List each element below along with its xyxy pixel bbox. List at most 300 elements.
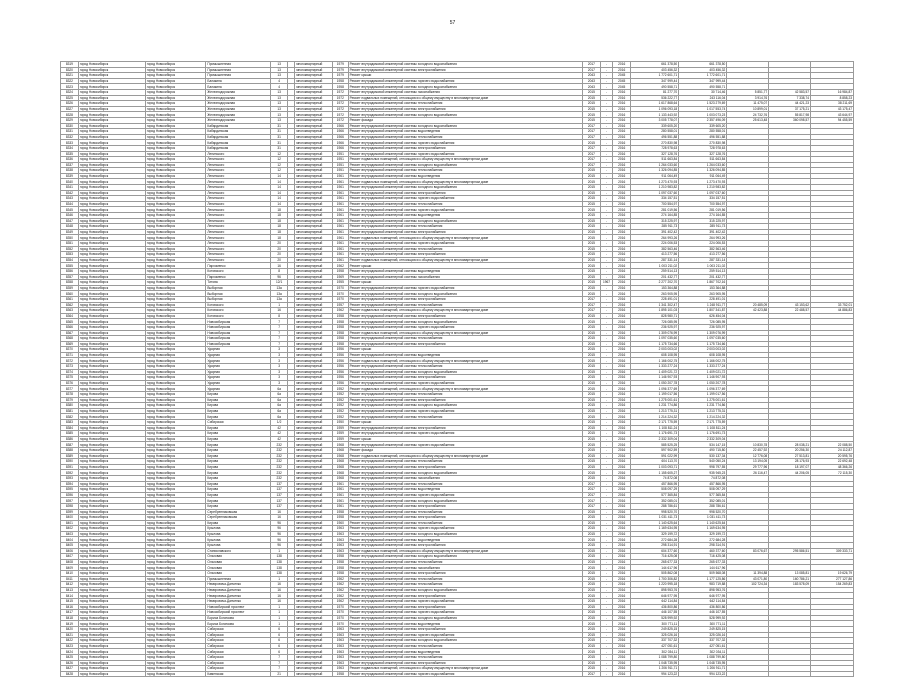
- cell-house-number: 3: [271, 347, 288, 353]
- cell-house-number: 16: [271, 587, 288, 593]
- cell-municipality: город Новосибирск: [78, 487, 145, 493]
- cell-extra-year: -: [600, 559, 613, 565]
- cell-house-number: 12: [271, 157, 288, 163]
- cell-plan-year: 2015: [582, 352, 600, 358]
- cell-extra-year: -: [600, 447, 613, 453]
- cell-locality: город Новосибирск: [145, 475, 206, 481]
- cell-locality: город Новосибирск: [145, 559, 206, 565]
- cell-row-number: 8428: [61, 671, 79, 677]
- cell-year-built: 1963: [332, 660, 348, 666]
- cell-work-type: Ремонт подвальных помещений, относящихся к общему имуществу в многоквартирном доме: [348, 548, 582, 554]
- cell-fund-cost: 1 273 470,93: [679, 179, 727, 185]
- cell-fund-cost: 1 146 907,93: [679, 375, 727, 381]
- cell-street: Титова: [206, 280, 271, 286]
- cell-house-type: многоквартирный: [295, 610, 333, 616]
- cell-municipality: город Новосибирск: [78, 78, 145, 84]
- cell-year-built: 1958: [332, 319, 348, 325]
- cell-row-number: 8357: [61, 274, 79, 280]
- cell-street: Ольховая: [206, 565, 271, 571]
- cell-extra-year: -: [600, 649, 613, 655]
- cell-extra-year: -: [600, 252, 613, 258]
- cell-actual-year: 2016: [613, 117, 631, 123]
- cell-municipality: город Новосибирск: [78, 459, 145, 465]
- cell-municipality: город Новосибирск: [78, 671, 145, 677]
- cell-plan-year: 2017: [582, 162, 600, 168]
- cell-fund-cost: 1 017 553,74: [679, 106, 727, 112]
- cell-budget-cost: 43 071,80: [727, 576, 769, 582]
- cell-row-number: 8351: [61, 241, 79, 247]
- cell-owners-cost: 277 127,86: [811, 576, 854, 582]
- cell-house-type: многоквартирный: [295, 503, 333, 509]
- cell-locality: город Новосибирск: [145, 481, 206, 487]
- cell-year-built: 1961: [332, 229, 348, 235]
- cell-year-built: 1956: [332, 369, 348, 375]
- cell-plan-year: 2015: [582, 179, 600, 185]
- cell-plan-year: 2015: [582, 190, 600, 196]
- cell-actual-year: 2016: [613, 364, 631, 370]
- cell-extra-year: -: [600, 95, 613, 101]
- cell-house-type: многоквартирный: [295, 268, 333, 274]
- cell-fund-cost: 382 563,46: [679, 246, 727, 252]
- cell-year-built: 1956: [332, 364, 348, 370]
- cell-work-type: Ремонт внутридомовой инженерной системы холодного водоснабжения: [348, 531, 582, 537]
- cell-row-number: 8424: [61, 649, 79, 655]
- cell-house-number: 31: [271, 129, 288, 135]
- cell-row-number: 8366: [61, 324, 79, 330]
- cell-locality: город Новосибирск: [145, 319, 206, 325]
- cell-work-type: Ремонт внутридомовой инженерной системы теплоснабжения: [348, 224, 582, 230]
- cell-extra-year: -: [600, 123, 613, 129]
- cell-extra-year: -: [600, 168, 613, 174]
- cell-year-built: 1968: [332, 464, 348, 470]
- cell-locality: город Новосибирск: [145, 67, 206, 73]
- cell-fund-cost: 403 456,32: [679, 67, 727, 73]
- cell-locality: город Новосибирск: [145, 408, 206, 414]
- cell-work-type: Ремонт внутридомовой инженерной системы электроснабжения: [348, 464, 582, 470]
- cell-work-type: Ремонт внутридомовой инженерной системы холодного водоснабжения: [348, 84, 582, 90]
- cell-municipality: город Новосибирск: [78, 257, 145, 263]
- cell-work-type: Ремонт внутридомовой инженерной системы горячего водоснабжения: [348, 380, 582, 386]
- cell-house-type: многоквартирный: [295, 442, 333, 448]
- cell-extra-year: -: [600, 526, 613, 532]
- cell-row-number: 8376: [61, 380, 79, 386]
- cell-municipality: город Новосибирск: [78, 201, 145, 207]
- cell-plan-year: 2015: [582, 263, 600, 269]
- cell-house-number: 42: [271, 431, 288, 437]
- cell-budget-cost: 11 394,88: [727, 571, 769, 577]
- cell-municipality: город Новосибирск: [78, 235, 145, 241]
- cell-municipality: город Новосибирск: [78, 638, 145, 644]
- cell-actual-year: 2016: [613, 509, 631, 515]
- cell-row-number: 8329: [61, 117, 79, 123]
- cell-street: Ударная: [206, 380, 271, 386]
- cell-work-type: Ремонт внутридомовой инженерной системы газоснабжения: [348, 565, 582, 571]
- cell-owners-cost: 24 112,87: [811, 447, 854, 453]
- cell-work-type: Ремонт подвальных помещений, относящихся к общему имуществу в многоквартирном доме: [348, 358, 582, 364]
- cell-row-number: 8337: [61, 162, 79, 168]
- cell-locality: город Новосибирск: [145, 129, 206, 135]
- cell-row-number: 8345: [61, 207, 79, 213]
- cell-total-cost: 74 872,08: [631, 475, 679, 481]
- cell-plan-year: 2015: [582, 582, 600, 588]
- cell-plan-year: 2015: [582, 101, 600, 107]
- cell-extra-year: -: [600, 296, 613, 302]
- cell-municipality: город Новосибирск: [78, 117, 145, 123]
- cell-street: Ленинского: [206, 157, 271, 163]
- cell-year-built: 1958: [332, 313, 348, 319]
- cell-fund-cost: 347 999,44: [679, 78, 727, 84]
- cell-house-type: многоквартирный: [295, 263, 333, 269]
- cell-owners-cost: 43 644,97: [811, 112, 854, 118]
- cell-total-cost: 700 554,97: [631, 201, 679, 207]
- cell-plan-year: 2015: [582, 392, 600, 398]
- cell-house-type: многоквартирный: [295, 638, 333, 644]
- cell-locality: город Новосибирск: [145, 520, 206, 526]
- cell-municipality: город Новосибирск: [78, 84, 145, 90]
- cell-fund-cost: 626 454,04: [679, 313, 727, 319]
- cell-row-number: 8350: [61, 235, 79, 241]
- cell-work-type: Ремонт внутридомовой инженерной системы горячего водоснабжения: [348, 241, 582, 247]
- cell-row-number: 8387: [61, 442, 79, 448]
- cell-municipality: город Новосибирск: [78, 218, 145, 224]
- cell-house-number: 20: [271, 246, 288, 252]
- cell-municipality: город Новосибирск: [78, 268, 145, 274]
- cell-municipality: город Новосибирск: [78, 73, 145, 79]
- cell-house-type: многоквартирный: [295, 241, 333, 247]
- cell-locality: город Новосибирск: [145, 503, 206, 509]
- cell-row-number: 8419: [61, 621, 79, 627]
- cell-local-cost: 183 578,09: [769, 582, 811, 588]
- cell-locality: город Новосибирск: [145, 117, 206, 123]
- cell-total-cost: 236 925,97: [631, 324, 679, 330]
- cell-locality: город Новосибирск: [145, 241, 206, 247]
- cell-total-cost: 505 862,08: [631, 571, 679, 577]
- cell-work-type: Ремонт внутридомовой инженерной системы электроснабжения: [348, 145, 582, 151]
- cell-house-type: многоквартирный: [295, 599, 333, 605]
- cell-fund-cost: 998 797,55: [679, 464, 727, 470]
- cell-plan-year: 2015: [582, 565, 600, 571]
- cell-work-type: Ремонт внутридомовой инженерной системы холодного водоснабжения: [348, 112, 582, 118]
- cell-work-type: Ремонт подвальных помещений, относящихся к общему имуществу в многоквартирном доме: [348, 179, 582, 185]
- cell-fund-cost: 427 051,61: [679, 643, 727, 649]
- cell-year-built: 1958: [332, 559, 348, 565]
- cell-plan-year: 2015: [582, 436, 600, 442]
- cell-budget-cost: 26 116,47: [727, 470, 769, 476]
- cell-municipality: город Новосибирск: [78, 515, 145, 521]
- cell-street: Кирова: [206, 492, 271, 498]
- cell-house-number: 1: [271, 604, 288, 610]
- cell-total-cost: 1 213 775,31: [631, 408, 679, 414]
- cell-total-cost: 508 097,29: [631, 487, 679, 493]
- cell-actual-year: 2016: [613, 252, 631, 258]
- cell-extra-year: -: [600, 425, 613, 431]
- cell-municipality: город Новосибирск: [78, 95, 145, 101]
- cell-house-type: многоквартирный: [295, 666, 333, 672]
- cell-locality: город Новосибирск: [145, 414, 206, 420]
- cell-municipality: город Новосибирск: [78, 470, 145, 476]
- cell-fund-cost: 1 169 634,95: [679, 526, 727, 532]
- cell-actual-year: 2016: [613, 531, 631, 537]
- cell-total-cost: 1 214 224,32: [631, 414, 679, 420]
- cell-total-cost: 144 617,96: [631, 565, 679, 571]
- cell-work-type: Ремонт внутридомовой инженерной системы теплоснабжения: [348, 168, 582, 174]
- cell-actual-year: 2016: [613, 610, 631, 616]
- data-table: [60, 61, 854, 677]
- cell-year-built: 1968: [332, 470, 348, 476]
- cell-row-number: 8324: [61, 89, 79, 95]
- cell-work-type: Ремонт внутридомовой инженерной системы теплоснабжения: [348, 459, 582, 465]
- cell-house-type: многоквартирный: [295, 324, 333, 330]
- cell-plan-year: 2015: [582, 464, 600, 470]
- cell-house-type: многоквартирный: [295, 117, 333, 123]
- cell-house-type: многоквартирный: [295, 101, 333, 107]
- cell-total-cost: 1 048 735,95: [631, 660, 679, 666]
- cell-row-number: 8373: [61, 364, 79, 370]
- cell-plan-year: 2015: [582, 610, 600, 616]
- cell-locality: город Новосибирск: [145, 285, 206, 291]
- cell-actual-year: 2016: [613, 162, 631, 168]
- cell-plan-year: 2015: [582, 313, 600, 319]
- cell-total-cost: 577 365,84: [631, 492, 679, 498]
- cell-municipality: город Новосибирск: [78, 302, 145, 308]
- cell-fund-cost: 1 214 224,32: [679, 414, 727, 420]
- cell-fund-cost: 329 199,72: [679, 531, 727, 537]
- cell-extra-year: -: [600, 408, 613, 414]
- cell-year-built: 1956: [332, 358, 348, 364]
- cell-house-type: многоквартирный: [295, 89, 333, 95]
- cell-plan-year: 2015: [582, 347, 600, 353]
- cell-locality: город Новосибирск: [145, 162, 206, 168]
- cell-fund-cost: 228 491,01: [679, 296, 727, 302]
- cell-house-number: 14: [271, 196, 288, 202]
- cell-row-number: 8391: [61, 464, 79, 470]
- cell-owners-cost: 22 088,50: [811, 442, 854, 448]
- cell-row-number: 8411: [61, 576, 79, 582]
- cell-street: Ленинского: [206, 252, 271, 258]
- cell-municipality: город Новосибирск: [78, 403, 145, 409]
- cell-house-type: многоквартирный: [295, 190, 333, 196]
- cell-house-number: 13а: [271, 291, 288, 297]
- cell-house-number: 16: [271, 308, 288, 314]
- cell-extra-year: -: [600, 509, 613, 515]
- cell-extra-year: -: [600, 520, 613, 526]
- cell-total-cost: 1 140 625,64: [631, 520, 679, 526]
- cell-house-type: многоквартирный: [295, 520, 333, 526]
- cell-row-number: 8362: [61, 302, 79, 308]
- cell-locality: город Новосибирск: [145, 447, 206, 453]
- cell-locality: город Новосибирск: [145, 565, 206, 571]
- cell-total-cost: 457 866,95: [631, 481, 679, 487]
- cell-fund-cost: 1 199 017,56: [679, 392, 727, 398]
- cell-house-number: 7: [271, 319, 288, 325]
- cell-fund-cost: 1 050 207,78: [679, 380, 727, 386]
- cell-year-built: 1952: [332, 386, 348, 392]
- cell-year-built: 1958: [332, 268, 348, 274]
- cell-row-number: 8394: [61, 481, 79, 487]
- cell-street: Серебренниковская: [206, 515, 271, 521]
- cell-year-built: 1970: [332, 296, 348, 302]
- cell-street: Кабардинская: [206, 129, 271, 135]
- cell-total-cost: 1 895 101,03: [631, 308, 679, 314]
- cell-year-built: 1972: [332, 95, 348, 101]
- cell-house-type: многоквартирный: [295, 84, 333, 90]
- cell-budget-cost: 25 613,48: [727, 117, 769, 123]
- cell-house-type: многоквартирный: [295, 537, 333, 543]
- cell-work-type: Ремонт подвальных помещений, относящихся к общему имуществу в многоквартирном доме: [348, 257, 582, 263]
- cell-row-number: 8425: [61, 654, 79, 660]
- cell-extra-year: -: [600, 531, 613, 537]
- cell-street: Кабардинская: [206, 123, 271, 129]
- cell-extra-year: -: [600, 475, 613, 481]
- cell-plan-year: 2017: [582, 151, 600, 157]
- cell-house-number: 138: [271, 559, 288, 565]
- cell-municipality: город Новосибирск: [78, 447, 145, 453]
- cell-house-type: многоквартирный: [295, 296, 333, 302]
- cell-extra-year: -: [600, 654, 613, 660]
- cell-house-type: многоквартирный: [295, 425, 333, 431]
- cell-municipality: город Новосибирск: [78, 531, 145, 537]
- cell-extra-year: -: [600, 145, 613, 151]
- cell-house-number: 13: [271, 106, 288, 112]
- cell-actual-year: 2016: [613, 442, 631, 448]
- cell-house-number: 14: [271, 179, 288, 185]
- cell-extra-year: -: [600, 498, 613, 504]
- cell-year-built: 1962: [332, 599, 348, 605]
- cell-plan-year: 2015: [582, 649, 600, 655]
- cell-plan-year: 2015: [582, 285, 600, 291]
- cell-house-type: многоквартирный: [295, 436, 333, 442]
- cell-extra-year: -: [600, 84, 613, 90]
- cell-municipality: город Новосибирск: [78, 145, 145, 151]
- cell-extra-year: -: [600, 604, 613, 610]
- cell-owners-cost: 33 752,01: [811, 302, 854, 308]
- cell-actual-year: 2016: [613, 397, 631, 403]
- cell-street: Кирова: [206, 425, 271, 431]
- cell-work-type: Ремонт внутридомовой инженерной системы теплоснабжения: [348, 246, 582, 252]
- cell-street: Сибирская: [206, 632, 271, 638]
- cell-street: Кирова: [206, 498, 271, 504]
- cell-extra-year: -: [600, 291, 613, 297]
- cell-house-type: многоквартирный: [295, 364, 333, 370]
- cell-plan-year: 2015: [582, 408, 600, 414]
- cell-extra-year: -: [600, 89, 613, 95]
- cell-plan-year: 2015: [582, 593, 600, 599]
- cell-row-number: 8379: [61, 397, 79, 403]
- cell-total-cost: 224 006,53: [631, 241, 679, 247]
- cell-actual-year: 2016: [613, 324, 631, 330]
- cell-house-type: многоквартирный: [295, 257, 333, 263]
- cell-house-type: многоквартирный: [295, 453, 333, 459]
- cell-street: Промышленная: [206, 576, 271, 582]
- cell-municipality: город Новосибирск: [78, 252, 145, 258]
- cell-house-number: 6а: [271, 403, 288, 409]
- cell-actual-year: 2016: [613, 453, 631, 459]
- cell-work-type: Ремонт внутридомовой инженерной системы горячего водоснабжения: [348, 526, 582, 532]
- cell-extra-year: -: [600, 364, 613, 370]
- cell-actual-year: 2016: [613, 196, 631, 202]
- cell-actual-year: 2016: [613, 643, 631, 649]
- cell-plan-year: 2015: [582, 252, 600, 258]
- cell-house-type: многоквартирный: [295, 285, 333, 291]
- cell-municipality: город Новосибирск: [78, 364, 145, 370]
- cell-total-cost: 427 051,61: [631, 643, 679, 649]
- cell-street: Пархоменко: [206, 263, 271, 269]
- cell-extra-year: -: [600, 179, 613, 185]
- cell-total-cost: 604 377,60: [631, 548, 679, 554]
- cell-row-number: 8349: [61, 229, 79, 235]
- cell-row-number: 8415: [61, 599, 79, 605]
- cell-year-built: 1968: [332, 442, 348, 448]
- cell-street: Кирова: [206, 431, 271, 437]
- cell-municipality: город Новосибирск: [78, 106, 145, 112]
- cell-house-number: 232: [271, 470, 288, 476]
- cell-house-type: многоквартирный: [295, 252, 333, 258]
- cell-work-type: Ремонт внутридомовой инженерной системы холодного водоснабжения: [348, 470, 582, 476]
- cell-municipality: город Новосибирск: [78, 632, 145, 638]
- cell-locality: город Новосибирск: [145, 280, 206, 286]
- cell-house-type: многоквартирный: [295, 649, 333, 655]
- cell-house-type: многоквартирный: [295, 179, 333, 185]
- cell-locality: город Новосибирск: [145, 101, 206, 107]
- cell-street: Бориса Богаткова: [206, 621, 271, 627]
- cell-plan-year: 2015: [582, 241, 600, 247]
- cell-work-type: Ремонт внутридомовой инженерной системы электроснабжения: [348, 425, 582, 431]
- cell-work-type: Ремонт внутридомовой инженерной системы электроснабжения: [348, 375, 582, 381]
- cell-total-cost: 898 953,76: [631, 587, 679, 593]
- cell-locality: город Новосибирск: [145, 352, 206, 358]
- cell-street: Сибирская: [206, 654, 271, 660]
- cell-municipality: город Новосибирск: [78, 408, 145, 414]
- cell-actual-year: 2016: [613, 129, 631, 135]
- cell-street: Ленинского: [206, 257, 271, 263]
- cell-plan-year: 2015: [582, 117, 600, 123]
- cell-year-built: 1968: [332, 459, 348, 465]
- cell-total-cost: 288 786,61: [631, 503, 679, 509]
- cell-street: Железнодорожная: [206, 106, 271, 112]
- cell-fund-cost: 728 978,63: [679, 145, 727, 151]
- cell-house-type: многоквартирный: [295, 358, 333, 364]
- cell-local-cost: 28 176,93: [769, 459, 811, 465]
- cell-actual-year: 2016: [613, 168, 631, 174]
- cell-house-type: многоквартирный: [295, 397, 333, 403]
- cell-locality: город Новосибирск: [145, 185, 206, 191]
- cell-fund-cost: 490 715,80: [679, 447, 727, 453]
- cell-street: Новосибирский проспект: [206, 604, 271, 610]
- cell-actual-year: 2016: [613, 291, 631, 297]
- cell-work-type: Ремонт внутридомовой инженерной системы электроснабжения: [348, 313, 582, 319]
- cell-year-built: 1961: [332, 190, 348, 196]
- cell-fund-cost: 1 166 002,75: [679, 358, 727, 364]
- cell-house-number: 16: [271, 593, 288, 599]
- cell-house-number: 13: [271, 112, 288, 118]
- cell-actual-year: 2016: [613, 106, 631, 112]
- cell-row-number: 8356: [61, 268, 79, 274]
- cell-local-cost: 28 038,21: [769, 442, 811, 448]
- cell-locality: город Новосибирск: [145, 364, 206, 370]
- cell-total-cost: 591 022,99: [631, 453, 679, 459]
- cell-locality: город Новосибирск: [145, 582, 206, 588]
- cell-work-type: Ремонт внутридомовой инженерной системы теплоснабжения: [348, 481, 582, 487]
- cell-row-number: 8331: [61, 129, 79, 135]
- cell-fund-cost: 224 006,53: [679, 241, 727, 247]
- cell-row-number: 8347: [61, 218, 79, 224]
- cell-plan-year: 2017: [582, 62, 600, 68]
- cell-municipality: город Новосибирск: [78, 246, 145, 252]
- cell-work-type: Ремонт внутридомовой инженерной системы горячего водоснабжения: [348, 599, 582, 605]
- cell-plan-year: 2017: [582, 481, 600, 487]
- cell-locality: город Новосибирск: [145, 218, 206, 224]
- cell-fund-cost: 935 945,23: [679, 470, 727, 476]
